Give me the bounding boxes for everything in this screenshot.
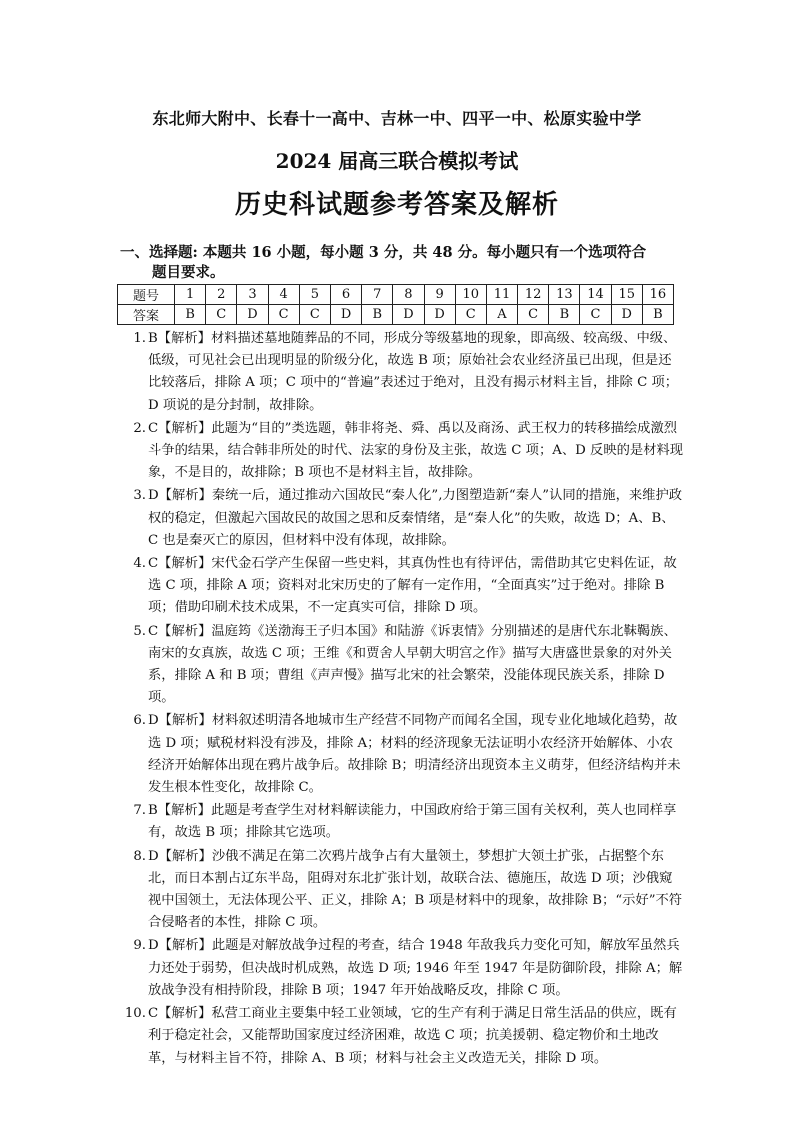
list-item <box>118 621 684 710</box>
answer-cell: D <box>330 305 361 325</box>
schools-header: 东北师大附中、长春十一高中、吉林一中、四平一中、松原实验中学 <box>152 109 642 128</box>
item-text: D【解析】此题是对解放战争过程的考查，结合 1948 年敌我兵力变化可知，解放军虽然兵力还处于弱势，但决战时机成熟，故选 D 项; 1946 年至 1947 年是防御阶段，排除 A；解放战争没有相持阶段，排除 B 项；1947 年开始战略反攻，排除 C 项。 <box>148 938 683 998</box>
explanation-list <box>118 328 684 1071</box>
answer-cell: B <box>175 305 206 325</box>
question-number: 15 <box>611 285 642 305</box>
question-number: 16 <box>642 285 673 305</box>
question-number: 14 <box>580 285 611 305</box>
list-item <box>118 710 684 799</box>
page-title: 历史科试题参考答案及解析 <box>234 190 559 220</box>
answer-cell: D <box>611 305 642 325</box>
list-item <box>118 846 684 935</box>
item-number: 2. <box>133 420 146 436</box>
answer-table <box>117 284 674 325</box>
answer-table-number-row <box>118 285 674 305</box>
question-number: 2 <box>206 285 237 305</box>
list-item <box>118 485 684 552</box>
answer-cell: D <box>237 305 268 325</box>
list-item <box>118 418 684 485</box>
question-number: 13 <box>549 285 580 305</box>
answer-cell: B <box>549 305 580 325</box>
item-text: C【解析】私营工商业主要集中轻工业领域，它的生产有利于满足日常生活品的供应，既有利于稳定社会，又能帮助国家度过经济困难，故选 C 项；抗美援朝、稳定物价和土地改革，与材料主旨不符，排除 A、B 项；材料与社会主义改造无关，排除 D 项。 <box>148 1006 677 1066</box>
item-number: 6. <box>133 713 146 729</box>
item-text: B【解析】此题是考查学生对材料解读能力，中国政府给于第三国有关权利，英人也同样享有，故选 B 项；排除其它选项。 <box>148 803 677 841</box>
answer-cell: C <box>580 305 611 325</box>
section-heading-line1: 一、选择题: 本题共 16 小题，每小题 3 分，共 48 分。每小题只有一个选项符合 <box>120 244 647 261</box>
item-number: 1. <box>133 331 146 346</box>
item-number: 4. <box>133 556 146 572</box>
item-text: C【解析】此题为“目的”类选题，韩非将尧、舜、禹以及商汤、武王权力的转移描绘成激烈斗争的结果，结合韩非所处的时代、法家的身份及主张，故选 C 项；A、D 反映的是材料现象，不是目的，故排除；B 项也不是材料主旨，故排除。 <box>148 420 684 481</box>
answer-cell: C <box>455 305 486 325</box>
item-text: B【解析】材料描述墓地随葬品的不同，形成分等级墓地的现象，即高级、较高级、中级、低级，可见社会已出现明显的阶级分化，故选 B 项；原始社会农业经济虽已出现，但是还比较落后，排除 A 项；C 项中的“普遍”表述过于绝对，且没有揭示材料主旨，排除 C 项；D 项说的是分封制，故排除。 <box>148 331 679 413</box>
item-number: 7. <box>133 803 146 819</box>
list-item <box>118 553 684 620</box>
answer-cell: C <box>268 305 299 325</box>
answer-cell: D <box>424 305 455 325</box>
question-number: 5 <box>299 285 330 305</box>
exam-title: 2024 届高三联合模拟考试 <box>275 149 519 173</box>
list-item <box>118 935 684 1002</box>
item-number: 3. <box>133 488 146 504</box>
item-text: D【解析】材料叙述明清各地城市生产经营不同物产而闻名全国，现专业化地域化趋势，故选 D 项；赋税材料没有涉及，排除 A；材料的经济现象无法证明小农经济开始解体、小农经济开始解体出现在鸦片战争后。故排除 B；明清经济出现资本主义萌芽，但经济结构并未发生根本性变化，故排除 C。 <box>148 713 681 796</box>
section-heading <box>120 243 680 283</box>
item-text: D【解析】秦统一后，通过推动六国故民“秦人化”,力图塑造新“秦人”认同的措施，来维护政权的稳定，但激起六国故民的故国之思和反秦情绪，是“秦人化”的失败，故选 D；A、B、C 也是秦灭亡的原因，但材料中没有体现，故排除。 <box>148 488 683 548</box>
question-number: 4 <box>268 285 299 305</box>
question-number: 9 <box>424 285 455 305</box>
answer-cell: A <box>486 305 517 325</box>
question-number: 6 <box>330 285 361 305</box>
answer-cell: C <box>299 305 330 325</box>
answer-cell: B <box>362 305 393 325</box>
question-number: 12 <box>518 285 549 305</box>
item-text: C【解析】宋代金石学产生保留一些史料，其真伪性也有待评估，需借助其它史料佐证，故选 C 项，排除 A 项；资料对北宋历史的了解有一定作用，“全面真实”过于绝对。排除 B 项；借助印刷术技术成果，不一定真实可信，排除 D 项。 <box>148 556 677 616</box>
item-number: 9. <box>133 938 146 954</box>
list-item <box>118 800 684 844</box>
section-heading-line2: 题目要求。 <box>152 264 225 281</box>
list-item <box>118 1003 684 1070</box>
item-text: C【解析】温庭筠《送渤海王子归本国》和陆游《诉衷情》分别描述的是唐代东北靺鞨族、南宋的女真族，故选 C 项；王维《和贾舍人早朝大明宫之作》描写大唐盛世景象的对外关系，排除 A 和 B 项；曹组《声声慢》描写北宋的社会繁荣，没能体现民族关系，排除 D 项。 <box>148 623 677 706</box>
item-number: 10. <box>124 1006 146 1022</box>
answer-cell: B <box>642 305 673 325</box>
question-number: 1 <box>175 285 206 305</box>
answer-table-answer-row <box>118 305 674 325</box>
list-item <box>118 328 684 417</box>
question-number: 3 <box>237 285 268 305</box>
item-text: D【解析】沙俄不满足在第二次鸦片战争占有大量领土，梦想扩大领土扩张，占据整个东北，而日本割占辽东半岛，阻碍对东北扩张计划，故联合法、德施压，故选 D 项；沙俄窥视中国领土，无法体现公平、正义，排除 A；B 项是材料中的现象，故排除 B；“示好”不符合侵略者的本性，排除 C 项。 <box>148 848 683 931</box>
answer-cell: C <box>206 305 237 325</box>
row-label-answer: 答案 <box>118 305 175 325</box>
answer-cell: D <box>393 305 424 325</box>
row-label-number: 题号 <box>118 285 175 305</box>
item-number: 5. <box>133 623 146 639</box>
question-number: 11 <box>486 285 517 305</box>
item-number: 8. <box>133 848 146 864</box>
question-number: 7 <box>362 285 393 305</box>
question-number: 10 <box>455 285 486 305</box>
answer-cell: C <box>518 305 549 325</box>
question-number: 8 <box>393 285 424 305</box>
